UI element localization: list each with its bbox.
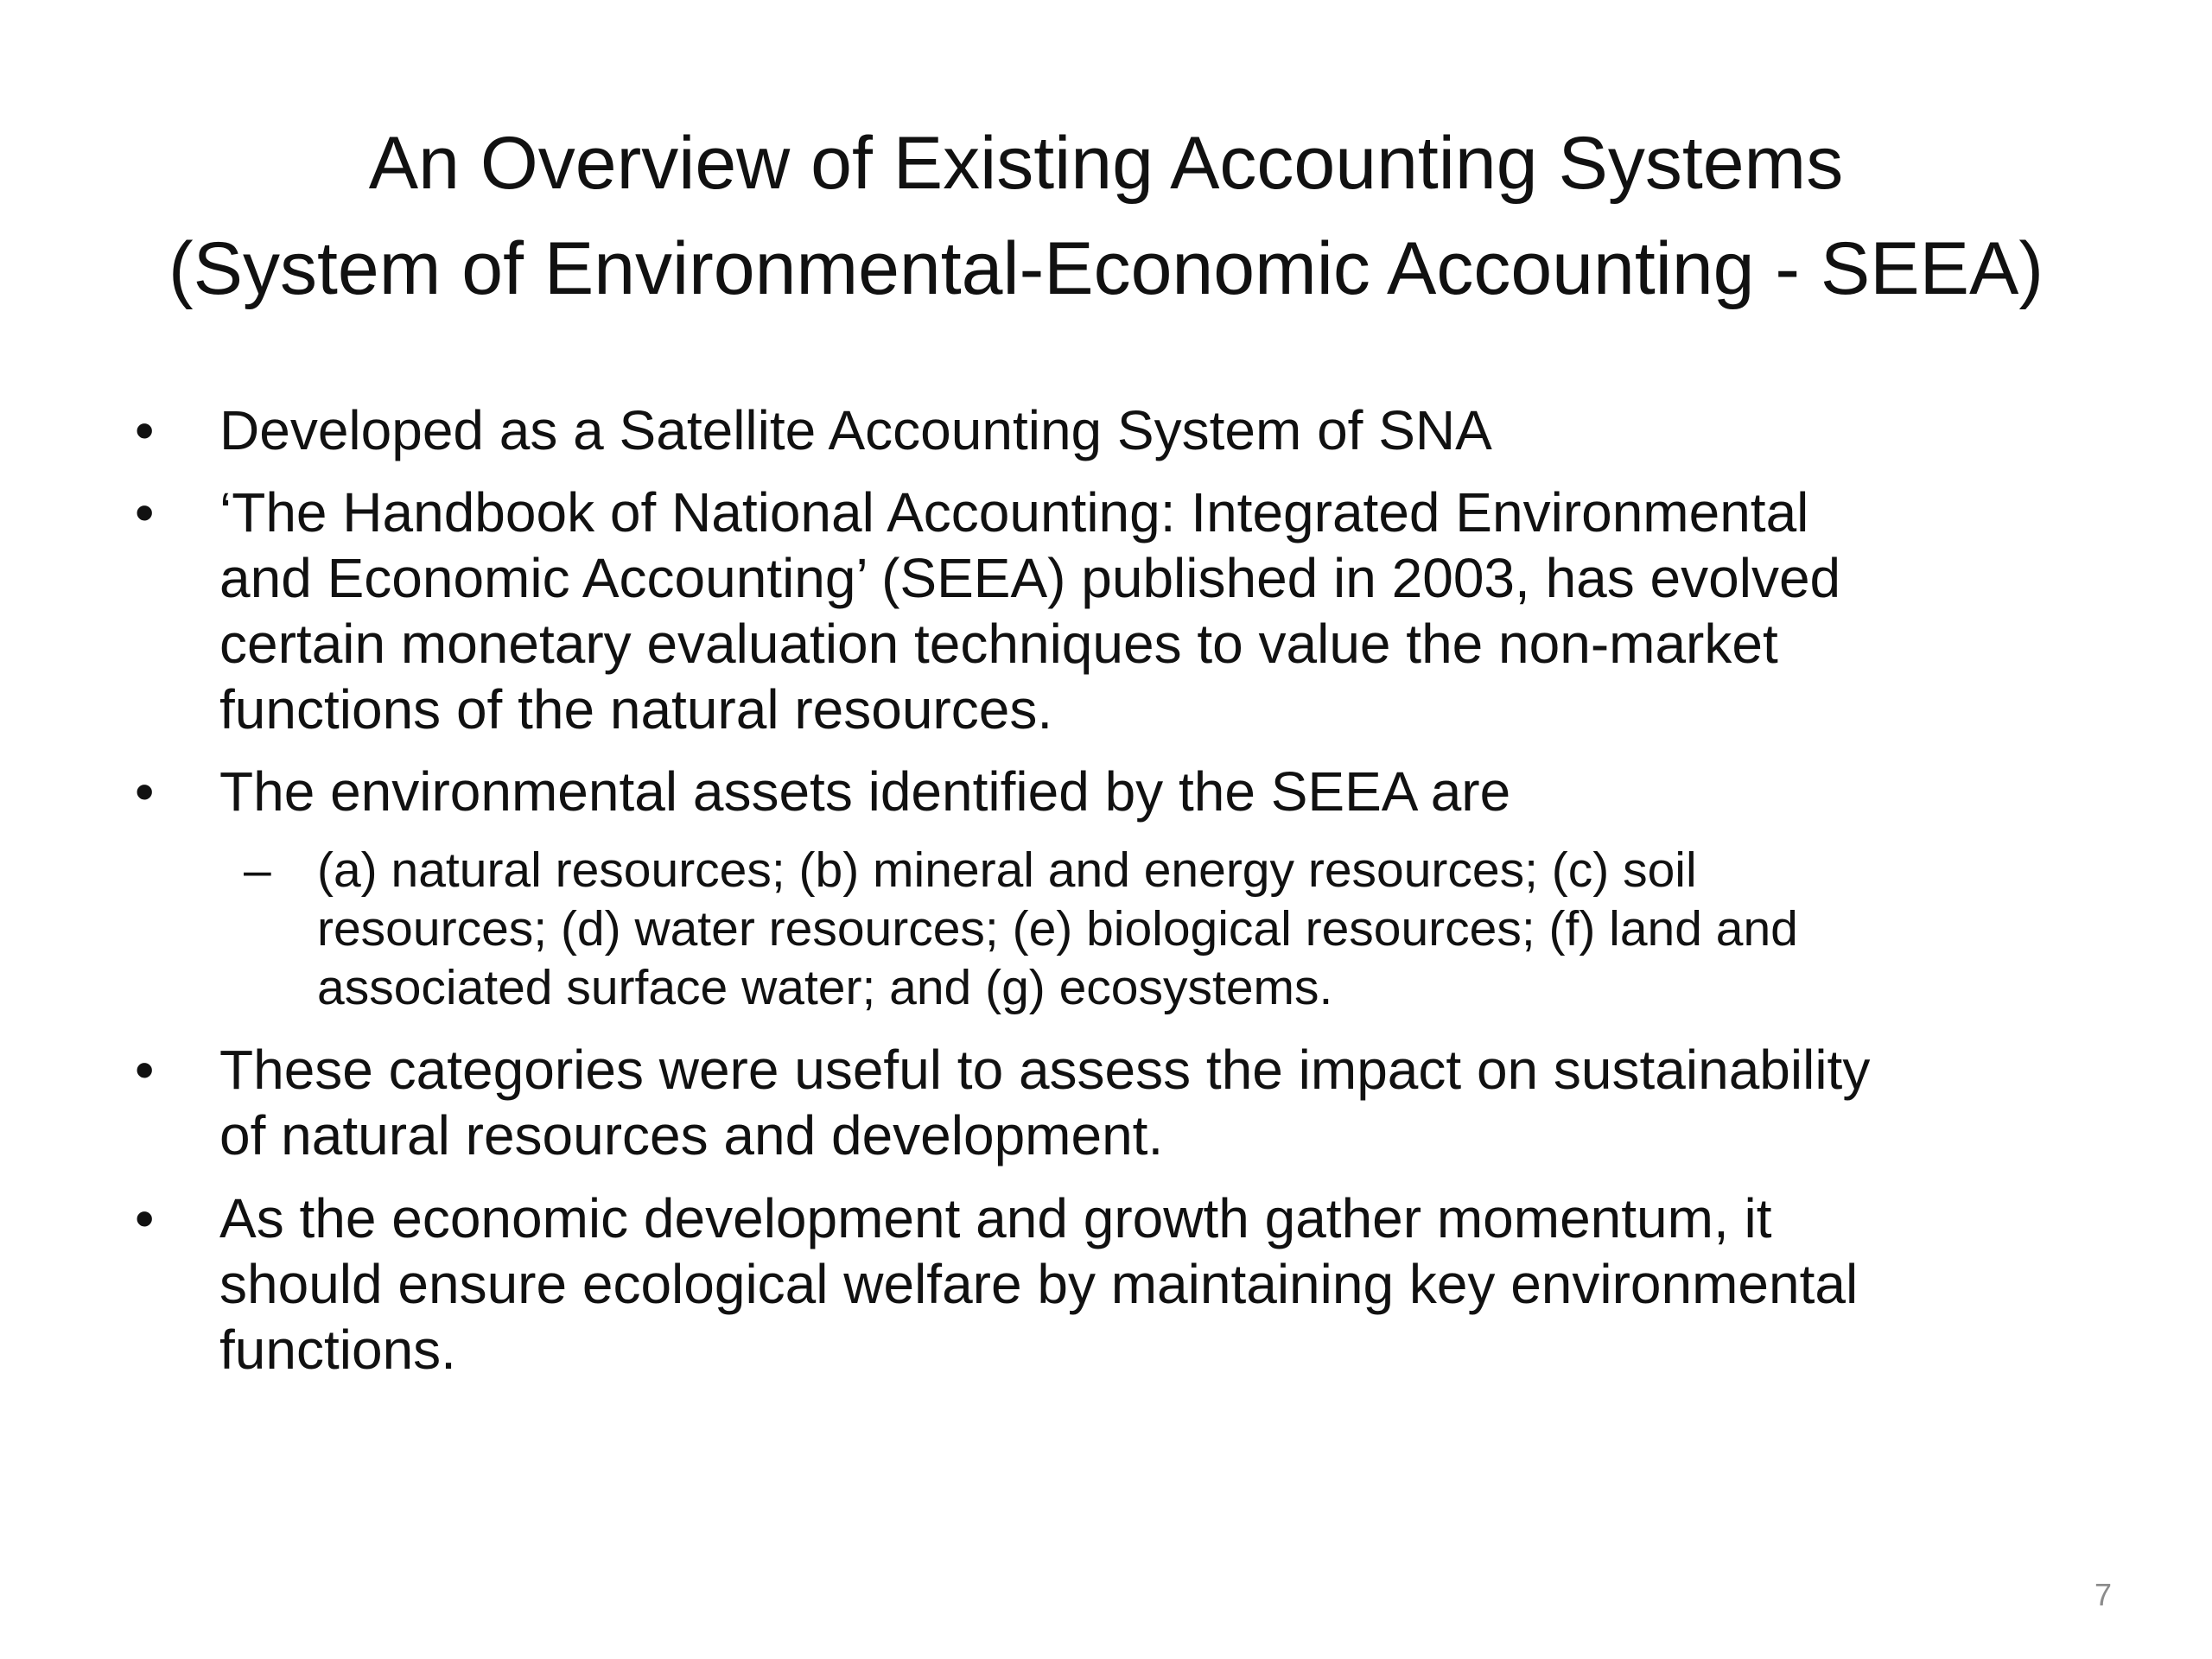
bullet-line: The environmental assets identified by the SEEA are: [219, 760, 1511, 823]
bullet-marker: •: [135, 1187, 155, 1249]
bullet-line: functions.: [219, 1319, 456, 1381]
bullet-text: [219, 397, 1492, 463]
slide-title-line-1: An Overview of Existing Accounting Systems: [368, 122, 1844, 205]
bullet-marker: •: [135, 399, 155, 461]
sub-bullet-line: (a) natural resources; (b) mineral and energy resources; (c) soil: [317, 842, 1697, 898]
sub-bullet-text: [317, 841, 1798, 1017]
bullet-marker: •: [135, 1039, 155, 1101]
bullet-line: should ensure ecological welfare by maintaining key environmental: [219, 1253, 1859, 1315]
bullet-line: These categories were useful to assess the impact on sustainability: [219, 1039, 1871, 1101]
bullet-marker: •: [135, 481, 155, 543]
bullet-text: [219, 480, 1840, 742]
bullet-marker: •: [135, 760, 155, 823]
bullet-line: Developed as a Satellite Accounting System of SNA: [219, 399, 1492, 461]
sub-bullet-line: associated surface water; and (g) ecosystems.: [317, 960, 1333, 1015]
bullet-text: [219, 1037, 1870, 1168]
page-number: 7: [2094, 1577, 2112, 1612]
bullet-line: of natural resources and development.: [219, 1104, 1164, 1166]
sub-bullet-line: resources; (d) water resources; (e) biological resources; (f) land and: [317, 901, 1798, 957]
bullet-line: As the economic development and growth gather momentum, it: [219, 1187, 1772, 1249]
bullet-text: [219, 759, 1510, 824]
slide-title-line-2: (System of Environmental-Economic Accounting - SEEA): [168, 227, 2044, 310]
sub-bullet-marker: –: [244, 842, 271, 898]
bullet-text: [219, 1185, 1858, 1382]
bullet-line: and Economic Accounting’ (SEEA) published in 2003, has evolved: [219, 547, 1841, 609]
bullet-line: functions of the natural resources.: [219, 678, 1053, 741]
bullet-line: ‘The Handbook of National Accounting: Integrated Environmental: [219, 481, 1809, 543]
bullet-line: certain monetary evaluation techniques to value the non-market: [219, 613, 1778, 675]
